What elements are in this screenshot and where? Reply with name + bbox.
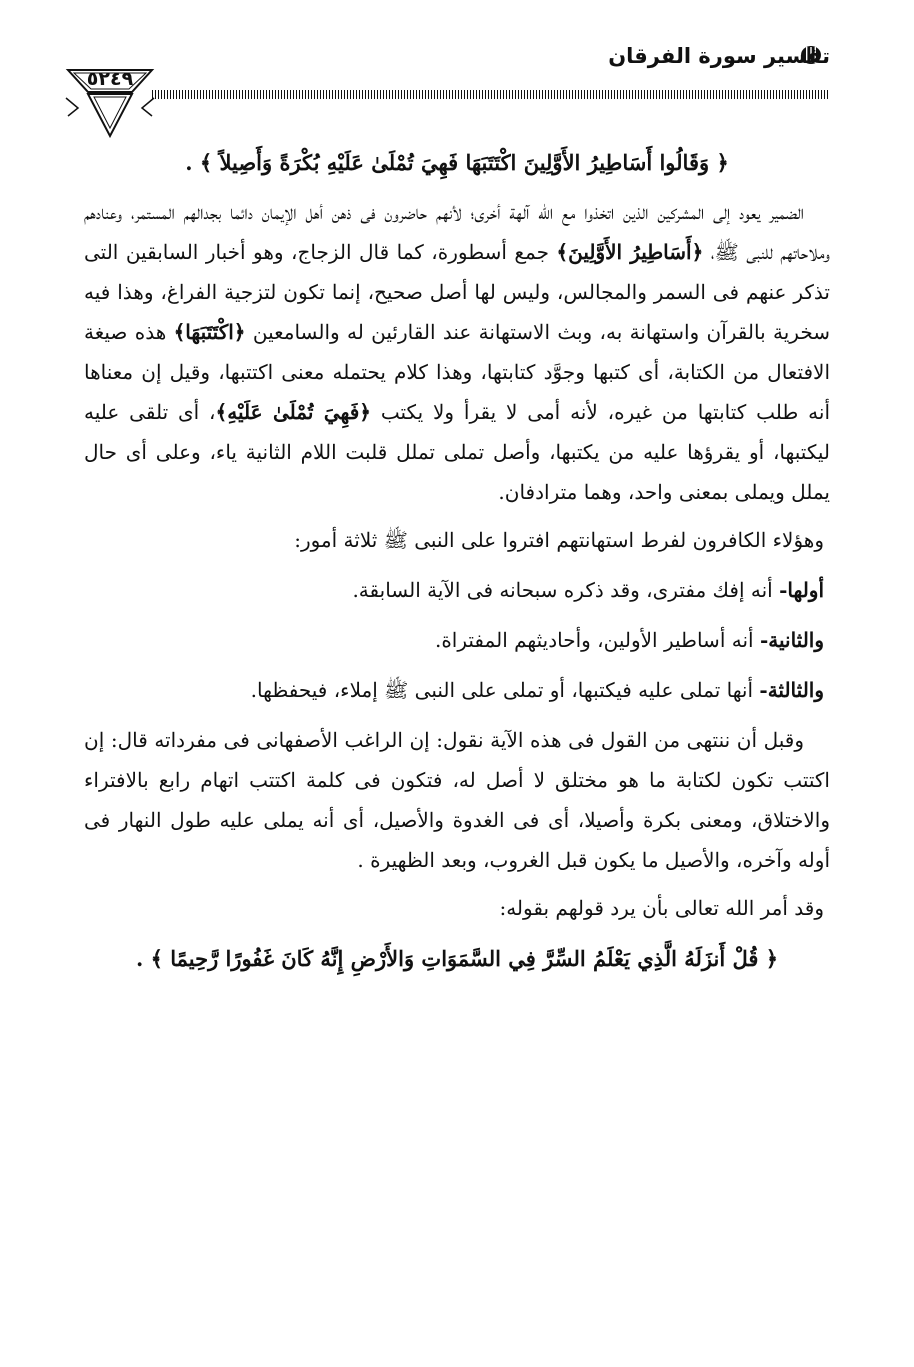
item-label: والثالثة-	[759, 678, 824, 702]
list-item	[84, 570, 830, 610]
page-number: ٥٢٤٩	[86, 68, 134, 90]
quran-verse: ﴿ قُلْ أَنزَلَهُ الَّذِي يَعْلَمُ السِّرَّ فِي السَّمَوَاتِ وَالأَرْضِ إِنَّهُ كَانَ غَفُورًا رَّحِيمًا ﴾ .	[135, 946, 779, 971]
running-title: تفسير سورة الفرقان	[608, 44, 830, 68]
item-label: والثانية-	[759, 628, 824, 652]
paragraph-text: الضمير يعود إلى المشركين الذين اتخذوا مع الله آلهة أخرى؛ لأنهم حاضرون فى ذهن أهل الإيمان دائما بجدالهم المستمر، وعنادهم وملاحاتهم للنبى ﷺ،	[84, 200, 830, 264]
quoted-phrase: ﴿اكْتَتَبَهَا﴾	[173, 320, 246, 344]
quoted-phrase: ﴿أَسَاطِيرُ الأَوَّلِينَ﴾	[556, 240, 704, 264]
commentary-paragraph: وقبل أن ننتهى من القول فى هذه الآية نقول: إن الراغب الأصفهانى فى مفرداته قال: إن اكتتب تكون لكتابة ما هو مختلق لا أصل له، فتكون فى كلمة اكتتب اتهام رابع بالافتراء والاختلاق، ومعنى بكرة وأصيلا، أى فى الغدوة والأصيل، أى أنه يملى عليه طول النهار فى أوله وآخره، والأصيل ما يكون قبل الغروب، وبعد الظهيرة .	[84, 728, 830, 872]
item-text: أنها تملى عليه فيكتبها، أو تملى على النبى ﷺ إملاء، فيحفظها.	[250, 678, 760, 702]
item-text: أنه إفك مفترى، وقد ذكره سبحانه فى الآية السابقة.	[352, 578, 780, 602]
paragraph-text: ، أى تلقى عليه ليكتبها، أو يقرؤها عليه من يكتبها، وأصل تملى تملل قلبت اللام الثانية ياء، وعلى أى حال يملل ويملى بمعنى واحد، وهما مترادفان.	[84, 400, 830, 504]
commentary-paragraph	[84, 192, 830, 512]
list-item	[84, 620, 830, 660]
quoted-phrase: ﴿فَهِيَ تُمْلَىٰ عَلَيْهِ﴾	[215, 400, 372, 424]
page-body	[84, 138, 830, 988]
item-label: أولها-	[779, 578, 824, 602]
list-intro: وهؤلاء الكافرون لفرط استهانتهم افتروا على النبى ﷺ ثلاثة أمور:	[294, 528, 824, 552]
paragraph-text: جمع أسطورة، كما قال الزجاج، وهو أخبار السابقين التى تذكر عنهم فى السمر والمجالس، وليس لها أصل صحيح، إنما تكون لتزجية الفراغ، وهذا فيه سخرية بالقرآن واستهانة به، وبث الاستهانة عند القارئين له والسامعين	[84, 240, 830, 344]
item-text: أنه أساطير الأولين، وأحاديثهم المفتراة.	[434, 628, 760, 652]
quran-verse: ﴿ وَقَالُوا أَسَاطِيرُ الأَوَّلِينَ اكْتَتَبَهَا فَهِيَ تُمْلَىٰ عَلَيْهِ بُكْرَةً وَأَصِيلاً ﴾ .	[185, 150, 729, 175]
verse-intro: وقد أمر الله تعالى بأن يرد قولهم بقوله:	[499, 896, 824, 920]
header-rule	[152, 90, 830, 99]
paragraph-text: هذه صيغة الافتعال من الكتابة، أى كتبها وجوَّد كتابتها، وهذا كلام يحتمله معنى اكتتبها، وقيل إن معناها أنه طلب كتابتها من غيره، لأنه أمى لا يقرأ ولا يكتب	[84, 320, 830, 424]
list-item	[84, 670, 830, 710]
